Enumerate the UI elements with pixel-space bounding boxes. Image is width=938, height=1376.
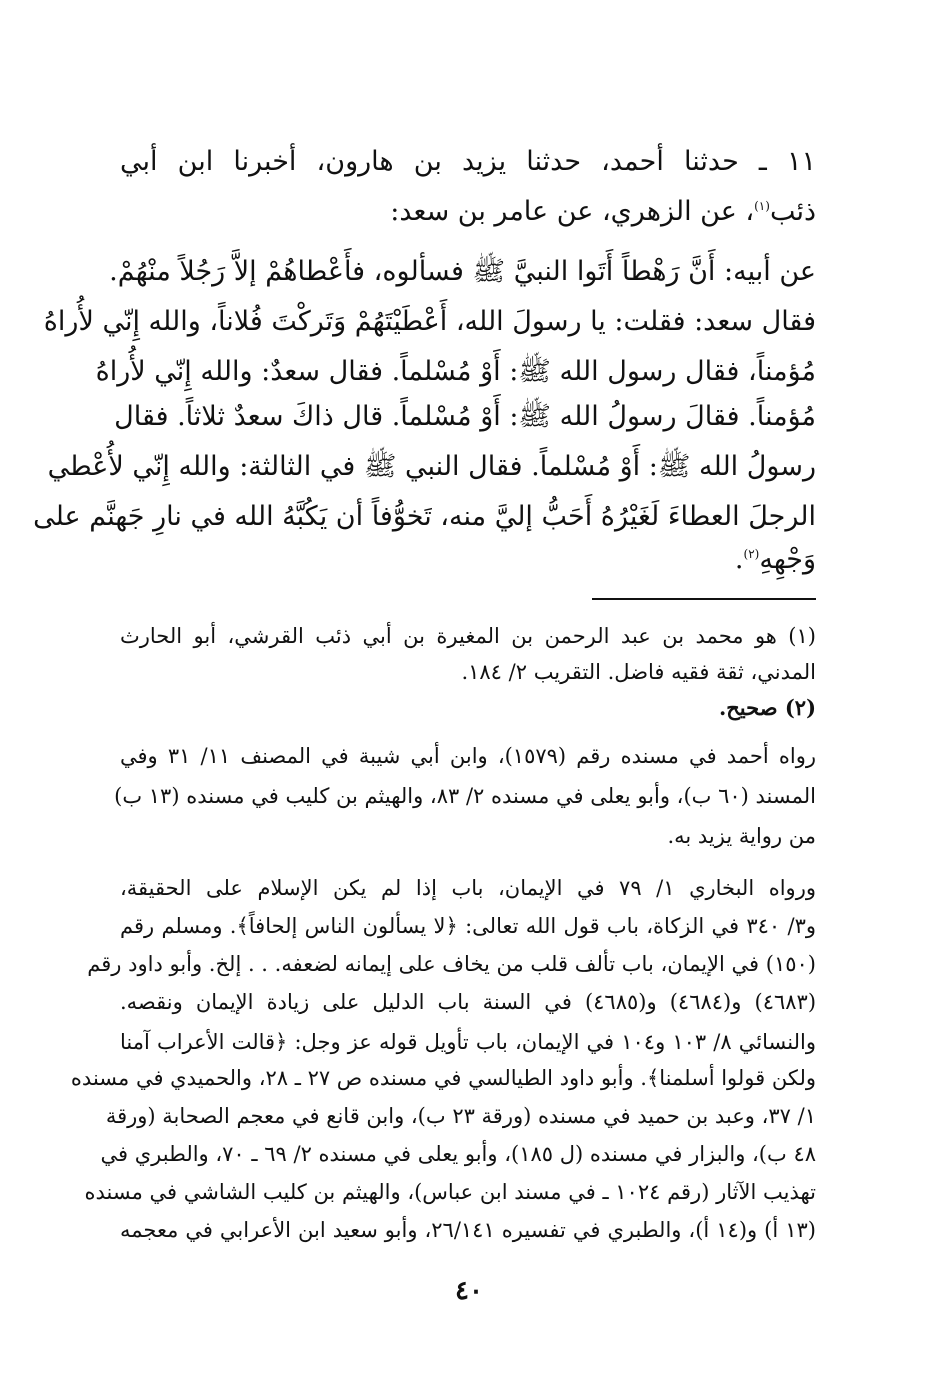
footnote-line: ٤٨ ب)، والبزار في مسنده (ل ١٨٥)، وأبو يعلى في مسنده ٢/ ٦٩ ـ ٧٠، والطبري في — [100, 1142, 816, 1166]
hadith-line: عن أبيه: أَنَّ رَهْطاً أَتَوا النبيَّ ﷺ فسألوه، فأَعْطاهُمْ إلاَّ رَجُلاً منْهُمْ. — [109, 256, 816, 287]
hadith-line: الرجلَ العطاءَ لَغَيْرُهُ أَحَبُّ إليَّ منه، تَخوُّفاً أن يَكُبَّهُ الله في نارِ جَهنَّم على — [33, 501, 816, 532]
hadith-line: مُؤمناً. فقالَ رسولُ الله ﷺ: أَوْ مُسْلماً. قال ذاكَ سعدٌ ثلاثاً. فقال — [114, 401, 816, 432]
footnote-line: (١٣ أ) و(١٤ أ)، والطبري في تفسيره ٢٦/١٤١، وأبو سعيد ابن الأعرابي في معجمه — [120, 1218, 816, 1242]
footnote-ref: (١) — [754, 199, 770, 213]
hadith-line: رسولُ الله ﷺ: أَوْ مُسْلماً. فقال النبي ﷺ في الثالثة: والله إِنّي لأُعْطي — [47, 451, 816, 482]
footnote-ref: (٢) — [743, 547, 760, 561]
footnote-line: (٤٦٨٣) و(٤٦٨٤) و(٤٦٨٥) في السنة باب الدليل على زيادة الإيمان ونقصه. — [120, 990, 817, 1014]
hadith-line: مُؤمناً، فقال رسول الله ﷺ: أَوْ مُسْلماً. فقال سعدٌ: والله إِنّي لأُراهُ — [95, 356, 816, 387]
hadith-line: وَجْهِهِ$^{(٢)}$. — [734, 544, 816, 575]
footnote-line: المسند (٦٠ ب)، وأبو يعلى في مسنده ٢/ ٨٣، والهيثم بن كليب في مسنده (١٣ ب) — [114, 784, 816, 808]
footnote-line: من رواية يزيد به. — [667, 824, 816, 848]
footnote-line: والنسائي ٨/ ١٠٣ و١٠٤ في الإيمان، باب تأويل قوله عز وجل: ﴿قالت الأعراب آمنا — [120, 1030, 816, 1054]
footnote-line: المدني، ثقة فقيه فاضل. التقريب ٢/ ١٨٤. — [461, 660, 816, 684]
footnote-line: تهذيب الآثار (رقم ١٠٢٤ ـ في مسند ابن عباس)، والهيثم بن كليب الشاشي في مسنده — [84, 1180, 816, 1204]
page-number: ٤٠ — [455, 1276, 483, 1306]
footnote-line: ١/ ٣٧، وعبد بن حميد في مسنده (ورقة ٢٣ ب)، وابن قانع في معجم الصحابة (ورقة — [105, 1104, 816, 1128]
footnote-line: ورواه البخاري ١/ ٧٩ في الإيمان، باب إذا لم يكن الإسلام على الحقيقة، — [120, 876, 816, 900]
footnote-heading: (٢) صحيح. — [718, 695, 816, 720]
footnote-line: (١) هو محمد بن عبد الرحمن بن المغيرة بن أبي ذئب القرشي، أبو الحارث — [120, 624, 816, 648]
hadith-line: ١١ ـ حدثنا أحمد، حدثنا يزيد بن هارون، أخبرنا ابن أبي — [120, 146, 816, 177]
footnote-line: رواه أحمد في مسنده رقم (١٥٧٩)، وابن أبي شيبة في المصنف ١١/ ٣١ وفي — [120, 744, 817, 768]
footnote-line: ولكن قولوا أسلمنا﴾. وأبو داود الطيالسي في مسنده ص ٢٧ ـ ٢٨، والحميدي في مسنده — [70, 1066, 816, 1090]
hadith-line-start: ذئب — [769, 196, 816, 227]
hadith-line: ذئب$^{(١)}$، عن الزهري، عن عامر بن سعد: — [390, 196, 816, 227]
footnote-separator — [592, 598, 816, 600]
footnote-line: و٣/ ٣٤٠ في الزكاة، باب قول الله تعالى: ﴿لا يسألون الناس إلحافاً﴾. ومسلم رقم — [120, 914, 816, 938]
footnote-line: (١٥٠) في الإيمان، باب تألف قلب من يخاف على إيمانه لضعفه. . . إلخ. وأبو داود رقم — [87, 952, 816, 976]
hadith-line: فقال سعد: فقلت: يا رسولَ الله، أَعْطَيْتَهُمْ وَتَركْتَ فُلاناً، والله إِنّي لأُراهُ — [43, 306, 816, 337]
